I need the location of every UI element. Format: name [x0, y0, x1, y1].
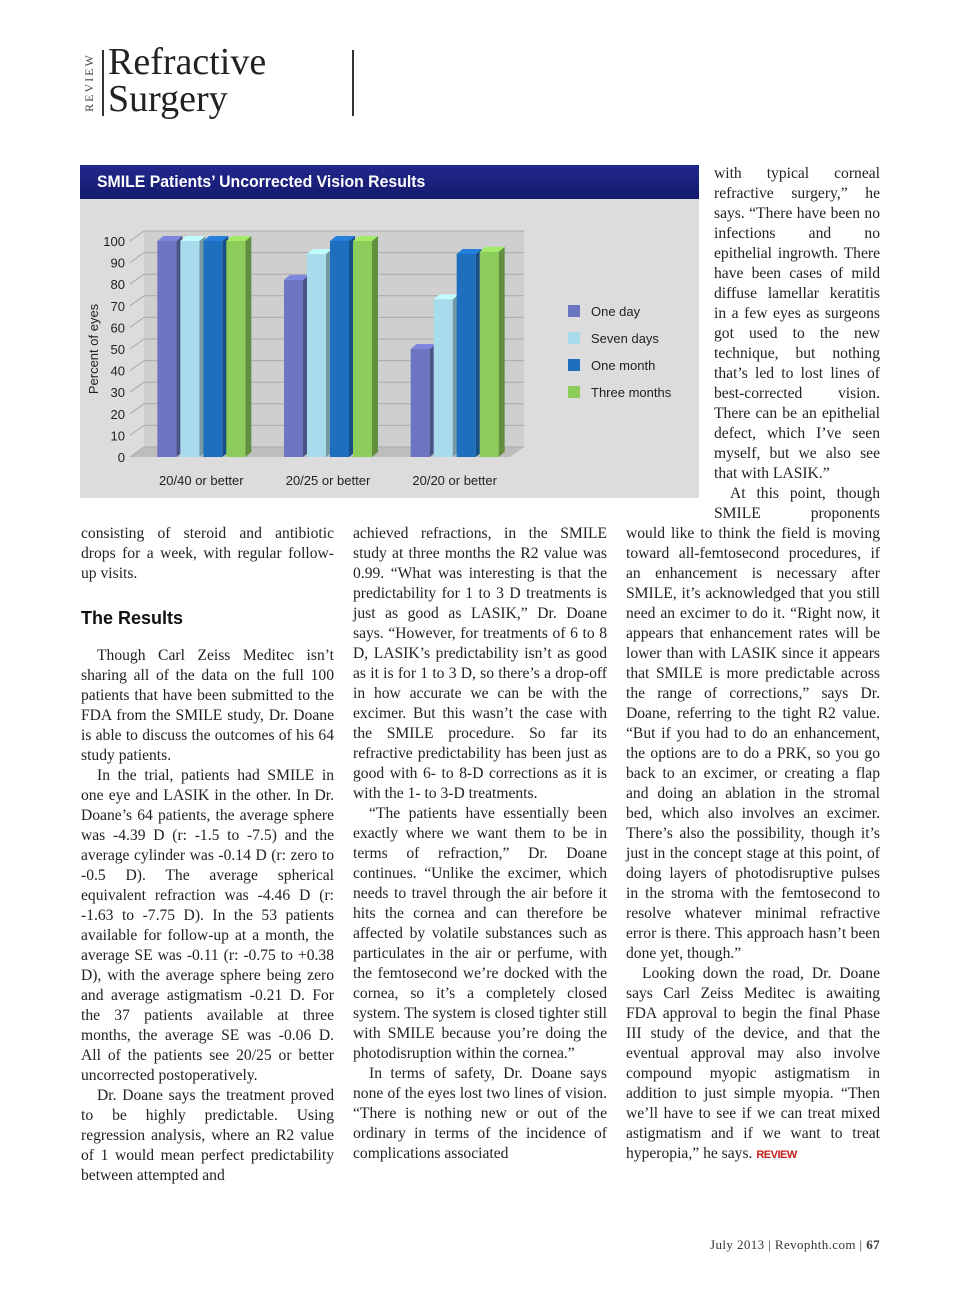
- y-tick-label: 80: [110, 277, 125, 293]
- legend-label: Seven days: [591, 331, 659, 346]
- issue-date: July 2013: [710, 1237, 765, 1252]
- y-tick-label: 90: [110, 255, 125, 271]
- paragraph: consisting of steroid and antibiotic drops for a week, with regular follow-up visits.: [81, 525, 334, 582]
- gridline: [130, 404, 144, 414]
- gridline: [130, 425, 144, 435]
- paragraph: achieved refractions, in the SMILE study at three months the R2 value was 0.99. “What was interesting is that the predictability for 1 to 3 D treatments is just as good as LASIK,” Dr. Doane says. “However, for treatments of 6 to 8 D, LASIK’s predictability isn’t as good as it is for 1 to 3 D, so there’s a drop-off in how accurate we can be with the excimer. But this wasn’t the case with the SMILE procedure. So far its refractive predictability has been just as good with 6- to 8-D corrections as it is with the 1- to 3-D treatments.: [353, 525, 607, 802]
- legend-swatch: [568, 386, 580, 398]
- section-tag-label: REVIEW: [81, 52, 96, 112]
- legend-label: One month: [591, 358, 656, 373]
- paragraph: Dr. Doane says the treatment proved to be highly predictable. Using regression analysis, where an R2 value of 1 would mean perfect predictability between attempted and: [81, 1087, 334, 1184]
- legend-label: One day: [591, 304, 641, 319]
- bar-chart: [80, 199, 699, 498]
- bar: [457, 254, 476, 457]
- paragraph: In terms of safety, Dr. Doane says none of the eyes lost two lines of vision. “There is nothing new or out of the ordinary in terms of the incidence of complications associated: [353, 1065, 607, 1162]
- bar: [411, 349, 430, 457]
- y-tick-label: 40: [110, 363, 125, 379]
- chart-panel: [80, 199, 699, 498]
- bar-side: [499, 247, 505, 457]
- article-column-2: [353, 524, 607, 1164]
- section-title-line2: Surgery: [108, 78, 228, 120]
- y-tick-label: 50: [110, 342, 125, 357]
- bar: [353, 241, 372, 457]
- y-tick-label: 100: [103, 234, 125, 249]
- gridline: [130, 361, 144, 371]
- bar: [180, 241, 199, 457]
- section-title: [108, 41, 267, 120]
- masthead-divider-left: [102, 50, 104, 116]
- page-number: 67: [866, 1237, 880, 1252]
- chart-title-bar: [80, 165, 699, 199]
- x-tick-label: 20/40 or better: [159, 473, 244, 488]
- section-tag: [80, 46, 98, 118]
- bar: [203, 241, 222, 457]
- y-tick-label: 0: [117, 450, 125, 465]
- masthead-divider-right: [352, 50, 354, 116]
- article-column-3-bottom: [626, 524, 880, 1165]
- section-title-line1: Refractive: [108, 41, 267, 83]
- section-heading: The Results: [81, 608, 184, 628]
- bar: [157, 241, 176, 457]
- y-axis-label: Percent of eyes: [86, 303, 101, 395]
- paragraph: In the trial, patients had SMILE in one eye and LASIK in the other. In Dr. Doane’s 64 patients, the average sphere was -4.39 D (r: -1.5 to -7.5) and the average cylinder was -0.14 D (r: zero to -0.5 D). The average spherical equivalent refraction was -4.46 D (r: -1.63 to -7.75 D). In the 53 patients available for follow-up at a month, the average SE was -0.11 (r: -0.75 to +0.38 D), with the average sphere being zero and average astigmatism -0.21 D. For the 37 patients available at three months, the average SE was -0.06 D. All of the patients see 20/25 or better uncorrected postoperatively.: [81, 767, 334, 1084]
- legend-label: Three months: [591, 385, 672, 400]
- gridline: [130, 382, 144, 392]
- bar: [434, 299, 453, 457]
- bar: [330, 241, 349, 457]
- x-tick-label: 20/20 or better: [412, 473, 497, 488]
- gridline: [130, 274, 144, 284]
- end-of-article-mark: REVIEW: [756, 1149, 797, 1161]
- legend-swatch: [568, 305, 580, 317]
- x-tick-label: 20/25 or better: [285, 473, 371, 488]
- gridline: [130, 253, 144, 263]
- article-column-1: [81, 524, 334, 1186]
- bar: [307, 254, 326, 457]
- y-tick-label: 70: [110, 298, 125, 314]
- article-column-3-top: [714, 164, 880, 524]
- bar-side: [372, 236, 378, 457]
- legend-swatch: [568, 359, 580, 371]
- paragraph: would like to think the field is moving toward all-femtosecond procedures, if an enhancement is necessary after SMILE, it’s acknowledged that you still need an excimer to do it. “Right now, it appears that enhancement rates will be lower than with LASIK since it appears that SMILE is more predictable across the range of corrections,” says Dr. Doane, referring to the tight R2 value. “But if you had to do an enhancement, the options are to do a PRK, so you go back to an excimer, or creating a flap and doing an ablation in the stromal bed, which also involves an excimer. There’s also the possibility, though it’s just in the concept stage at this point, of doing layers of photodisruptive pulses in the stroma with the femtosecond to resolve whatever minimal refractive error is there. This approach hasn’t been done yet, though.”: [626, 525, 880, 962]
- gridline: [130, 339, 144, 349]
- legend-swatch: [568, 332, 580, 344]
- bar: [226, 241, 245, 457]
- paragraph-text: Looking down the road, Dr. Doane says Carl Zeiss Meditec is awaiting FDA approval to begin the final Phase III study of the device, and that the eventual approval may also involve compound myopic astigmatism in addition to just simple myopia. “Then we’ll have to see if we can treat mixed astigmatism and if we want to treat hyperopia,” he says.: [626, 965, 880, 1162]
- y-tick-label: 30: [110, 385, 125, 401]
- website: Revophth.com: [774, 1237, 856, 1252]
- chart-figure: [80, 165, 699, 498]
- paragraph: with typical corneal refractive surgery,” he says. “There have been no infections and no epithelial ingrowth. There have been cases of mild diffuse lamellar keratitis in a few eyes as surgeons got used to the new technique, but nothing that’s led to lost lines of best-corrected vision. There can be an epithelial defect, which I’ve seen myself, but we also see that with LASIK.”: [714, 165, 880, 482]
- paragraph: At this point, though SMILE proponents: [714, 485, 880, 522]
- gridline: [130, 231, 144, 241]
- page-footer: July 2013 | Revophth.com | 67: [710, 1237, 880, 1252]
- paragraph: [626, 964, 880, 1165]
- gridline: [130, 317, 144, 327]
- bar: [480, 252, 499, 457]
- y-tick-label: 20: [110, 406, 125, 422]
- chart-title: SMILE Patients’ Uncorrected Vision Results: [97, 172, 426, 191]
- bar: [284, 280, 303, 457]
- paragraph: “The patients have essentially been exactly where we want them to be in terms of refraction,” Dr. Doane continues. “Unlike the excimer, which needs to travel through the air before it hits the cornea and can therefore be affected by volatile substances such as particulates in the air or perfume, with the femtosecond we’re docked with the cornea, so it’s a completely closed system. The system is closed tighter still with SMILE because you’re doing the photodisruption within the cornea.”: [353, 805, 607, 1062]
- y-tick-label: 10: [110, 428, 125, 444]
- bar-side: [245, 236, 251, 457]
- y-tick-label: 60: [110, 320, 125, 336]
- gridline: [130, 296, 144, 306]
- paragraph: Though Carl Zeiss Meditec isn’t sharing all of the data on the full 100 patients that have been submitted to the FDA from the SMILE study, Dr. Doane is able to discuss the outcomes of his 64 study patients.: [81, 647, 334, 764]
